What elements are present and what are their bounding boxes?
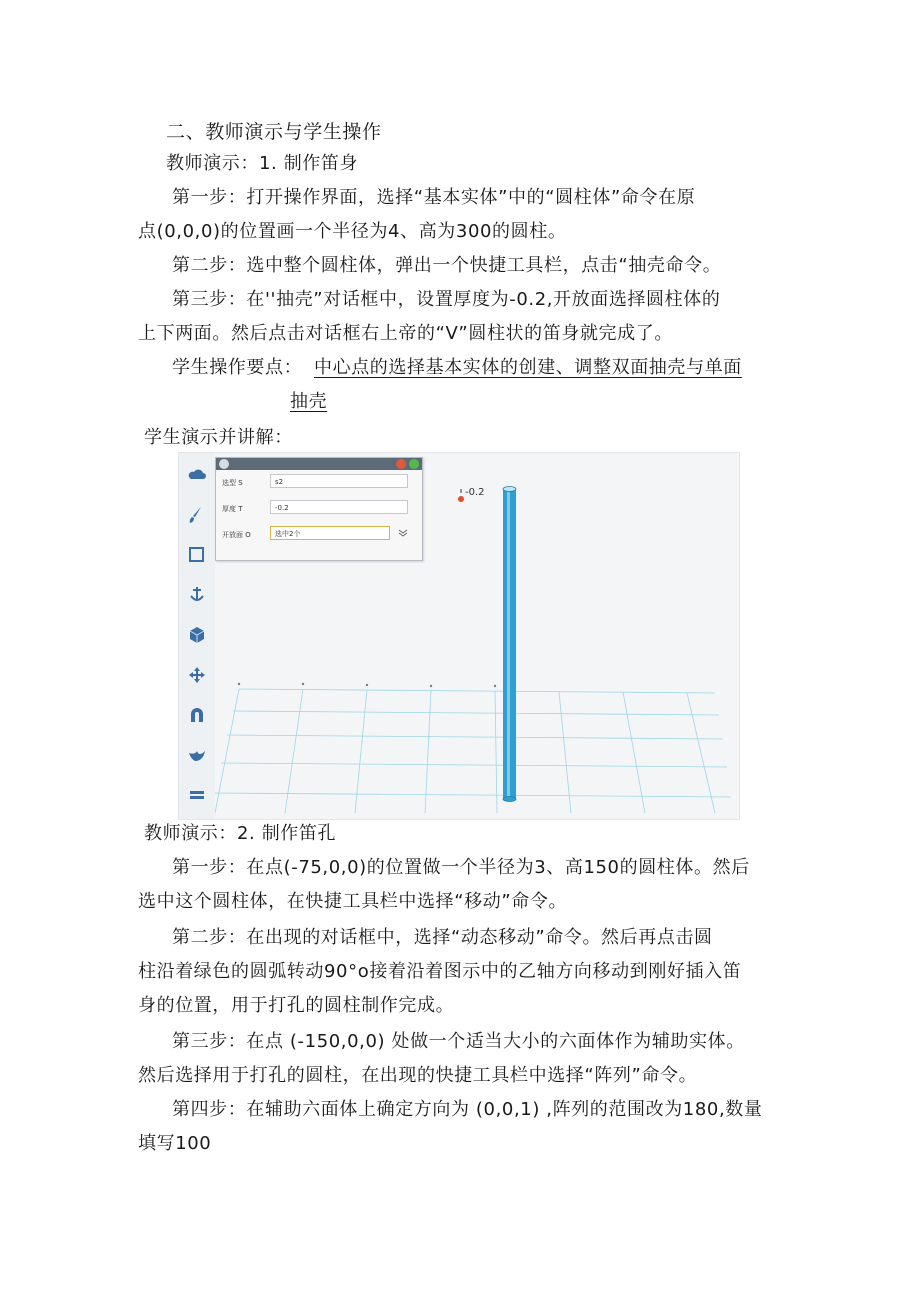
demo2-step4-line1: 第四步：在辅助六面体上确定方向为 (0,0,1) ,阵列的范围改为180,数量 (172, 1099, 763, 1120)
student-points-line2: 抽壳 (290, 391, 328, 412)
move-icon[interactable] (187, 665, 207, 685)
demo1-title: 教师演示：1. 制作笛身 (166, 153, 359, 174)
layers-icon[interactable] (187, 785, 207, 805)
cloud-icon[interactable] (187, 465, 207, 485)
demo1-step1-line1: 第一步：打开操作界面，选择“基本实体”中的“圆柱体”命令在原 (172, 187, 696, 208)
demo1-step1-line2: 点(0,0,0)的位置画一个半径为4、高为300的圆柱。 (138, 221, 567, 242)
close-icon[interactable] (396, 459, 406, 469)
anchor-icon[interactable] (187, 585, 207, 605)
demo1-step3-line2: 上下两面。然后点击对话框右上帝的“V”圆柱状的笛身就完成了。 (138, 323, 673, 344)
demo2-step3-line1: 第三步：在点 (-150,0,0) 处做一个适当大小的六面体作为辅助实体。 (172, 1031, 745, 1052)
drag-handle[interactable] (458, 496, 464, 502)
thickness-field[interactable]: -0.2 (270, 500, 408, 514)
confirm-check-icon[interactable] (409, 459, 419, 469)
student-points-label: 学生操作要点： (172, 357, 303, 378)
shell-type-field[interactable]: s2 (270, 474, 408, 488)
demo2-step2-line3: 身的位置，用于打孔的圆柱制作完成。 (138, 995, 455, 1016)
chevron-down-icon[interactable] (398, 529, 408, 537)
demo2-step2-line1: 第二步：在出现的对话框中，选择“动态移动”命令。然后再点击圆 (172, 927, 713, 948)
demo1-step2: 第二步：选中整个圆柱体，弹出一个快捷工具栏，点击“抽壳命令。 (172, 255, 722, 276)
box-outline-icon[interactable] (187, 545, 207, 565)
section-heading: 二、教师演示与学生操作 (166, 121, 382, 143)
viewport-value: -0.2 (465, 487, 485, 498)
shell-type-label: 选型 S (222, 479, 243, 487)
demo2-step3-line2: 然后选择用于打孔的圆柱，在出现的快捷工具栏中选择“阵列”命令。 (138, 1065, 698, 1086)
demo2-step1-line2: 选中这个圆柱体，在快捷工具栏中选择“移动”命令。 (138, 891, 568, 912)
cylinder-top (503, 487, 516, 492)
cylinder-bottom (503, 797, 516, 802)
side-toolbar (179, 453, 215, 819)
open-face-label: 开放面 O (222, 531, 251, 539)
demo2-title: 教师演示：2. 制作笛孔 (144, 823, 337, 844)
demo2-step1-line1: 第一步：在点(-75,0,0)的位置做一个半径为3、高150的圆柱体。然后 (172, 857, 750, 878)
open-face-field[interactable]: 选中2个 (270, 526, 390, 540)
info-icon (219, 459, 229, 469)
ground-grid (215, 689, 731, 813)
student-points-line1: 中心点的选择基本实体的创建、调整双面抽壳与单面 (314, 357, 742, 378)
demo1-step3-line1: 第三步：在''抽壳”对话框中，设置厚度为-0.2,开放面选择圆柱体的 (172, 289, 721, 310)
demo2-step2-line2: 柱沿着绿色的圆弧转动90°o接着沿着图示中的乙轴方向移动到刚好插入笛 (138, 961, 742, 982)
student-demo-label: 学生演示并讲解： (144, 427, 293, 448)
grid-ticks (238, 683, 496, 687)
shell-dialog (215, 457, 423, 561)
thickness-label: 厚度 T (222, 505, 243, 513)
dialog-titlebar (216, 458, 422, 470)
software-screenshot (178, 452, 740, 820)
cube-icon[interactable] (187, 625, 207, 645)
demo2-step4-line2: 填写100 (138, 1133, 212, 1154)
magnet-icon[interactable] (187, 705, 207, 725)
brush-icon[interactable] (187, 505, 207, 525)
bird-icon[interactable] (187, 745, 207, 765)
